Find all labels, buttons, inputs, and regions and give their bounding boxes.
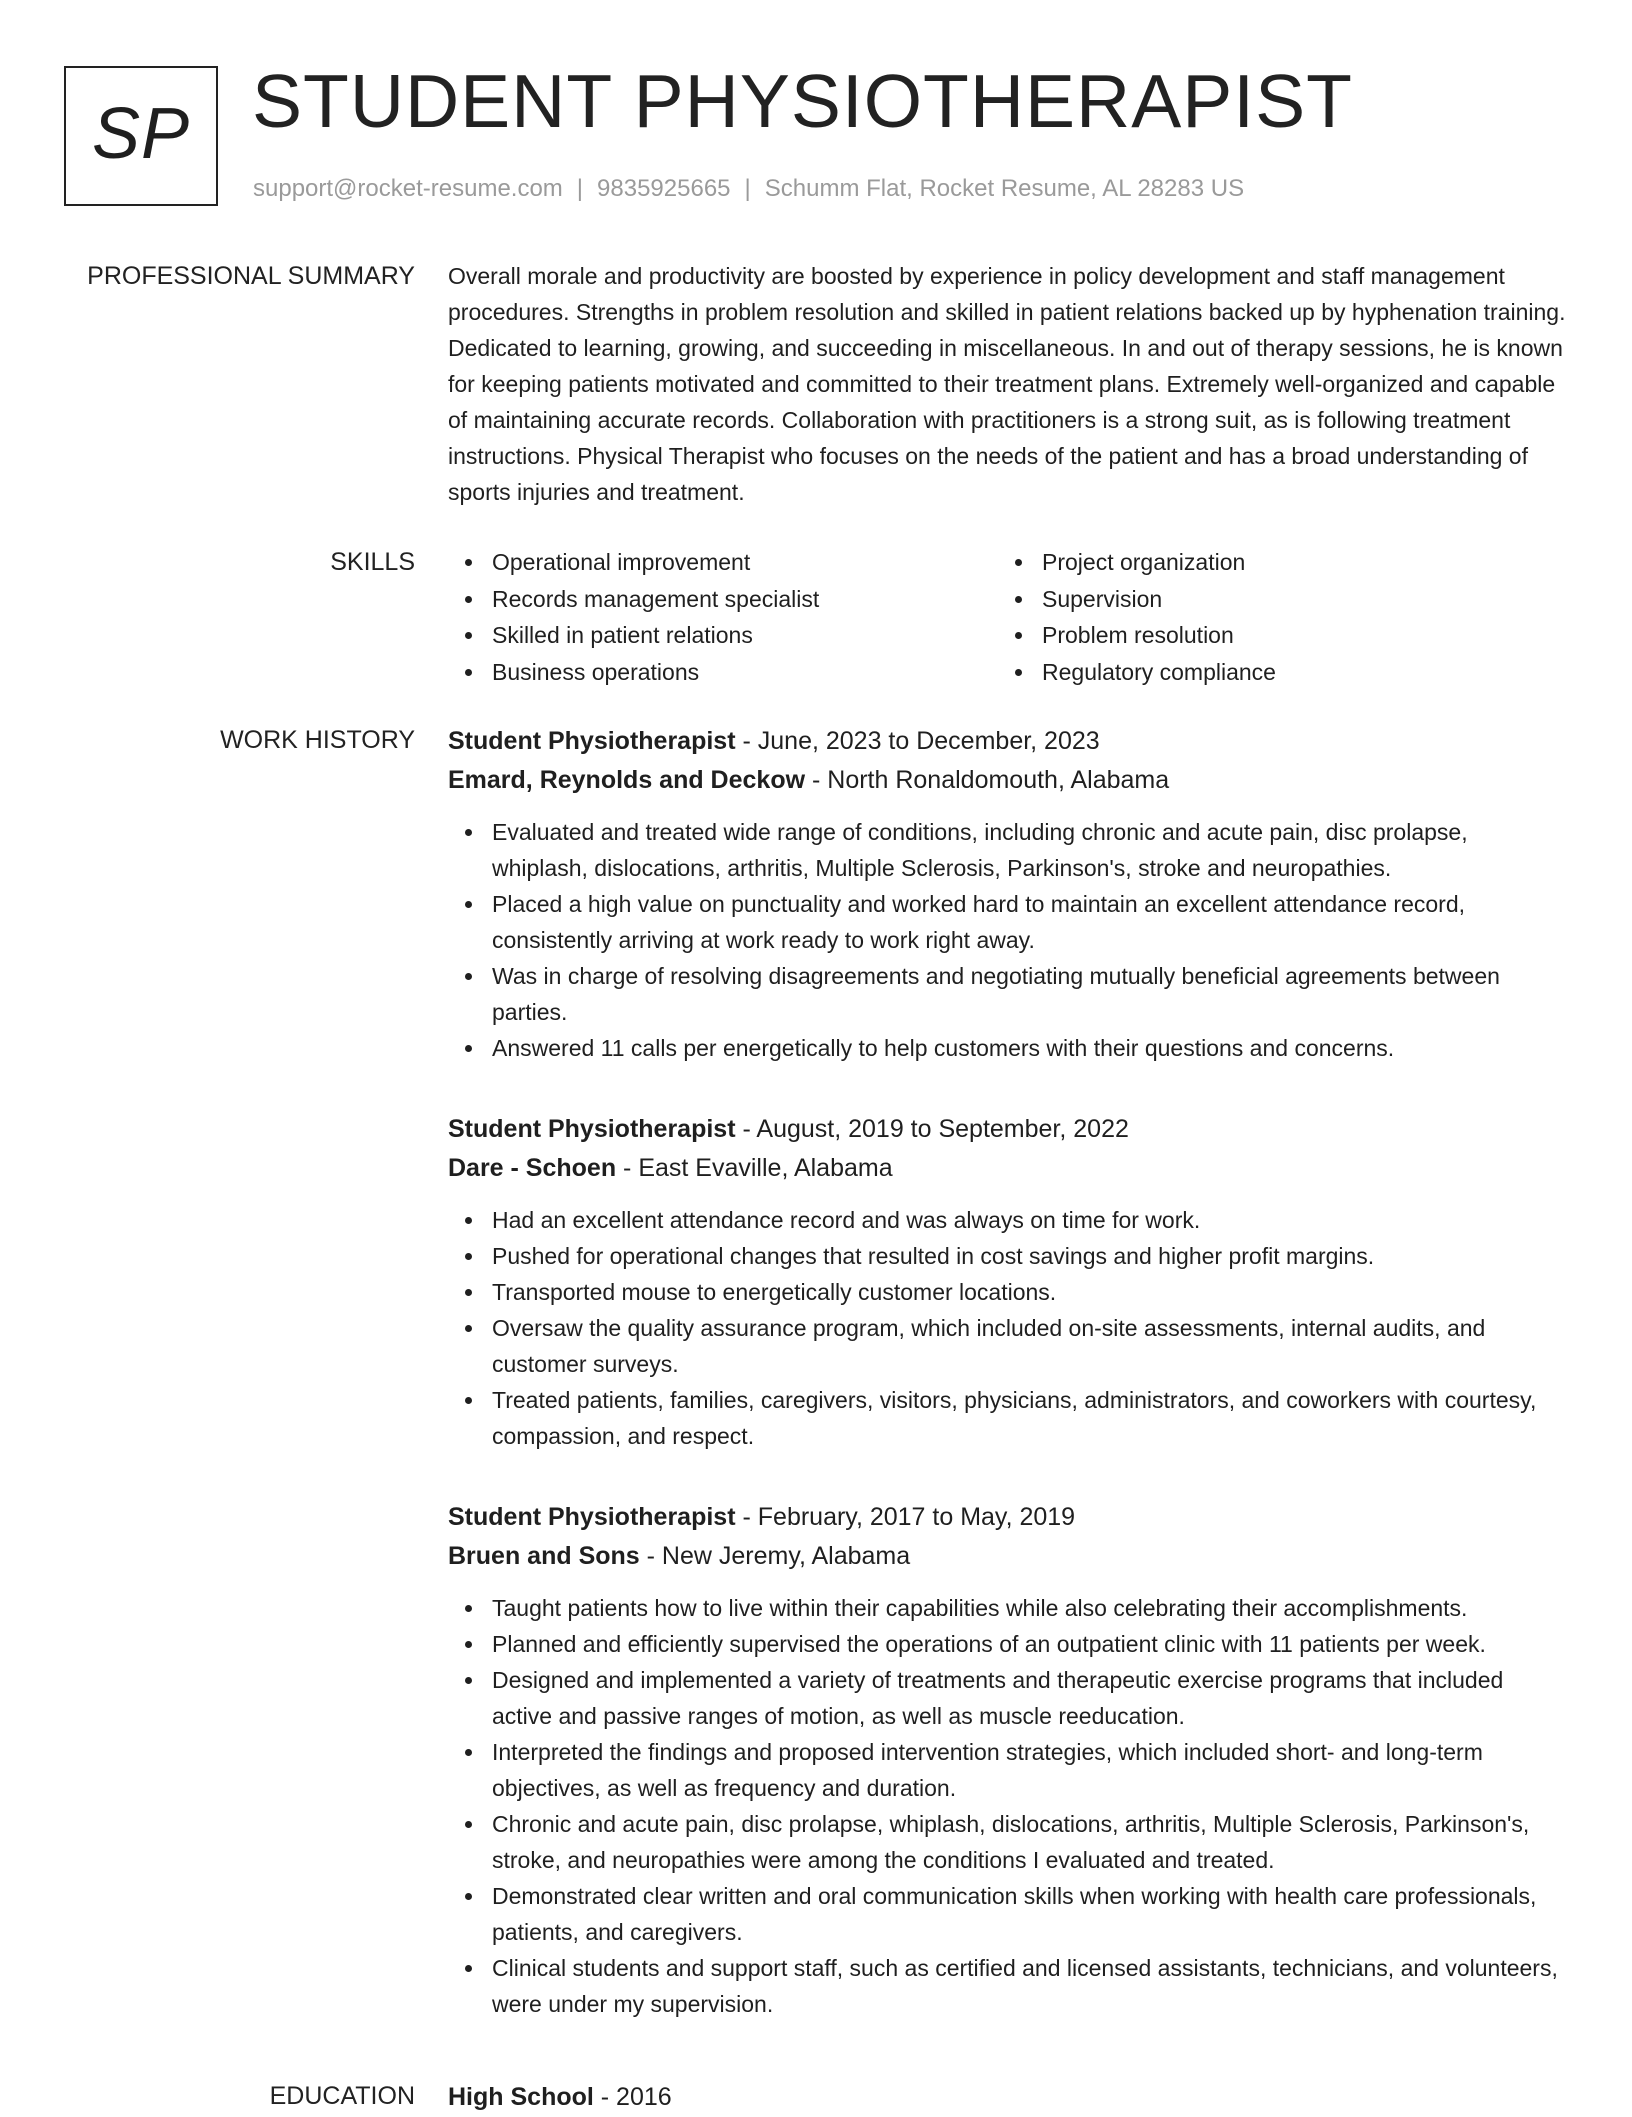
job-bullet: Evaluated and treated wide range of conditions, including chronic and acute pain, disc prolapse, whiplash, dislocations, arthritis, Multiple Sclerosis, Parkinson's, stroke and neuropathies. — [448, 814, 1566, 886]
contact-email: support@rocket-resume.com — [253, 175, 563, 202]
skill-item: Operational improvement — [448, 544, 998, 581]
job-dates: August, 2019 to September, 2022 — [756, 1115, 1129, 1143]
job-bullets — [448, 1202, 1566, 1454]
work-history-body — [448, 722, 1566, 2066]
skill-item: Records management specialist — [448, 581, 998, 618]
skill-item: Supervision — [998, 581, 1548, 618]
education-dash: - — [593, 2083, 617, 2111]
skills-heading: SKILLS — [330, 548, 415, 576]
skill-item: Problem resolution — [998, 617, 1548, 654]
job-company: Emard, Reynolds and Deckow — [448, 766, 806, 794]
job-role-line — [448, 1110, 1566, 1149]
job-role-line — [448, 1498, 1566, 1537]
contact-phone: 9835925665 — [597, 175, 731, 202]
education-body — [448, 2078, 1566, 2117]
job-entry — [448, 1110, 1566, 1454]
job-bullet: Interpreted the findings and proposed intervention strategies, which included short- and long-term objectives, as well as frequency and duration. — [448, 1734, 1566, 1806]
job-bullets — [448, 814, 1566, 1066]
contact-separator: | — [576, 175, 584, 202]
job-entry — [448, 722, 1566, 1066]
candidate-title: STUDENT PHYSIOTHERAPIST — [252, 59, 1353, 143]
skill-item: Skilled in patient relations — [448, 617, 998, 654]
job-bullet: Transported mouse to energetically customer locations. — [448, 1274, 1566, 1310]
job-bullet: Taught patients how to live within their capabilities while also celebrating their accomplishments. — [448, 1590, 1566, 1626]
skill-item: Project organization — [998, 544, 1548, 581]
job-dash: - — [616, 1154, 639, 1182]
job-dash: - — [805, 766, 828, 794]
job-bullet: Clinical students and support staff, such as certified and licensed assistants, technicians, and volunteers, were under my supervision. — [448, 1950, 1566, 2022]
job-role: Student Physiotherapist — [448, 1115, 736, 1143]
job-bullet: Pushed for operational changes that resulted in cost savings and higher profit margins. — [448, 1238, 1566, 1274]
job-company-line — [448, 1149, 1566, 1188]
job-bullet: Was in charge of resolving disagreements and negotiating mutually beneficial agreements between parties. — [448, 958, 1566, 1030]
job-bullet: Answered 11 calls per energetically to help customers with their questions and concerns. — [448, 1030, 1566, 1066]
job-bullet: Demonstrated clear written and oral communication skills when working with health care professionals, patients, and caregivers. — [448, 1878, 1566, 1950]
job-company-line — [448, 1537, 1566, 1576]
job-bullet: Oversaw the quality assurance program, which included on-site assessments, internal audits, and customer surveys. — [448, 1310, 1566, 1382]
education-degree: High School — [448, 2083, 594, 2111]
skills-list-right — [998, 544, 1548, 690]
skill-item: Regulatory compliance — [998, 654, 1548, 691]
education-heading: EDUCATION — [269, 2082, 415, 2110]
job-bullets — [448, 1590, 1566, 2022]
job-dates: June, 2023 to December, 2023 — [757, 727, 1100, 755]
job-role: Student Physiotherapist — [448, 1503, 736, 1531]
skills-columns — [448, 544, 1566, 690]
job-bullet: Had an excellent attendance record and was always on time for work. — [448, 1202, 1566, 1238]
contact-address: Schumm Flat, Rocket Resume, AL 28283 US — [764, 175, 1245, 202]
job-dash: - — [735, 727, 758, 755]
contact-separator: | — [744, 175, 751, 202]
job-location: New Jeremy, Alabama — [661, 1542, 911, 1570]
job-bullet: Placed a high value on punctuality and worked hard to maintain an excellent attendance record, consistently arriving at work ready to work right away. — [448, 886, 1566, 958]
job-dash: - — [735, 1503, 758, 1531]
job-location: East Evaville, Alabama — [638, 1154, 893, 1182]
skill-item: Business operations — [448, 654, 998, 691]
job-dash: - — [639, 1542, 662, 1570]
skills-list-left — [448, 544, 998, 690]
job-company: Dare - Schoen — [448, 1154, 617, 1182]
summary-heading: PROFESSIONAL SUMMARY — [87, 262, 415, 290]
monogram-box — [64, 66, 218, 206]
job-role: Student Physiotherapist — [448, 727, 736, 755]
summary-text: Overall morale and productivity are boosted by experience in policy development and staff management procedures. Strengths in problem resolution and skilled in patient relations backed up by hyphenation training. Dedicated to learning, growing, and succeeding in miscellaneous. In and out of therapy sessions, he is known for keeping patients motivated and committed to their treatment plans. Extremely well-organized and capable of maintaining accurate records. Collaboration with practitioners is a strong suit, as is following treatment instructions. Physical Therapist who focuses on the needs of the patient and has a broad understanding of sports injuries and treatment. — [448, 263, 1566, 505]
job-dates: February, 2017 to May, 2019 — [757, 1503, 1076, 1531]
job-company: Bruen and Sons — [448, 1542, 640, 1570]
job-location: North Ronaldomouth, Alabama — [827, 766, 1170, 794]
job-bullet: Planned and efficiently supervised the operations of an outpatient clinic with 11 patients per week. — [448, 1626, 1566, 1662]
job-bullet: Designed and implemented a variety of treatments and therapeutic exercise programs that included active and passive ranges of motion, as well as muscle reeducation. — [448, 1662, 1566, 1734]
job-entry — [448, 1498, 1566, 2022]
contact-line — [253, 174, 1244, 204]
job-dash: - — [735, 1115, 757, 1143]
job-company-line — [448, 761, 1566, 800]
job-role-line — [448, 722, 1566, 761]
education-year: 2016 — [616, 2083, 672, 2111]
education-line — [448, 2078, 1566, 2117]
job-bullet: Chronic and acute pain, disc prolapse, whiplash, dislocations, arthritis, Multiple Sclerosis, Parkinson's, stroke, and neuropathies were among the conditions I evaluated and treated. — [448, 1806, 1566, 1878]
monogram-initials: SP — [91, 94, 191, 174]
work-history-heading: WORK HISTORY — [220, 726, 415, 754]
job-bullet: Treated patients, families, caregivers, visitors, physicians, administrators, and coworkers with courtesy, compassion, and respect. — [448, 1382, 1566, 1454]
